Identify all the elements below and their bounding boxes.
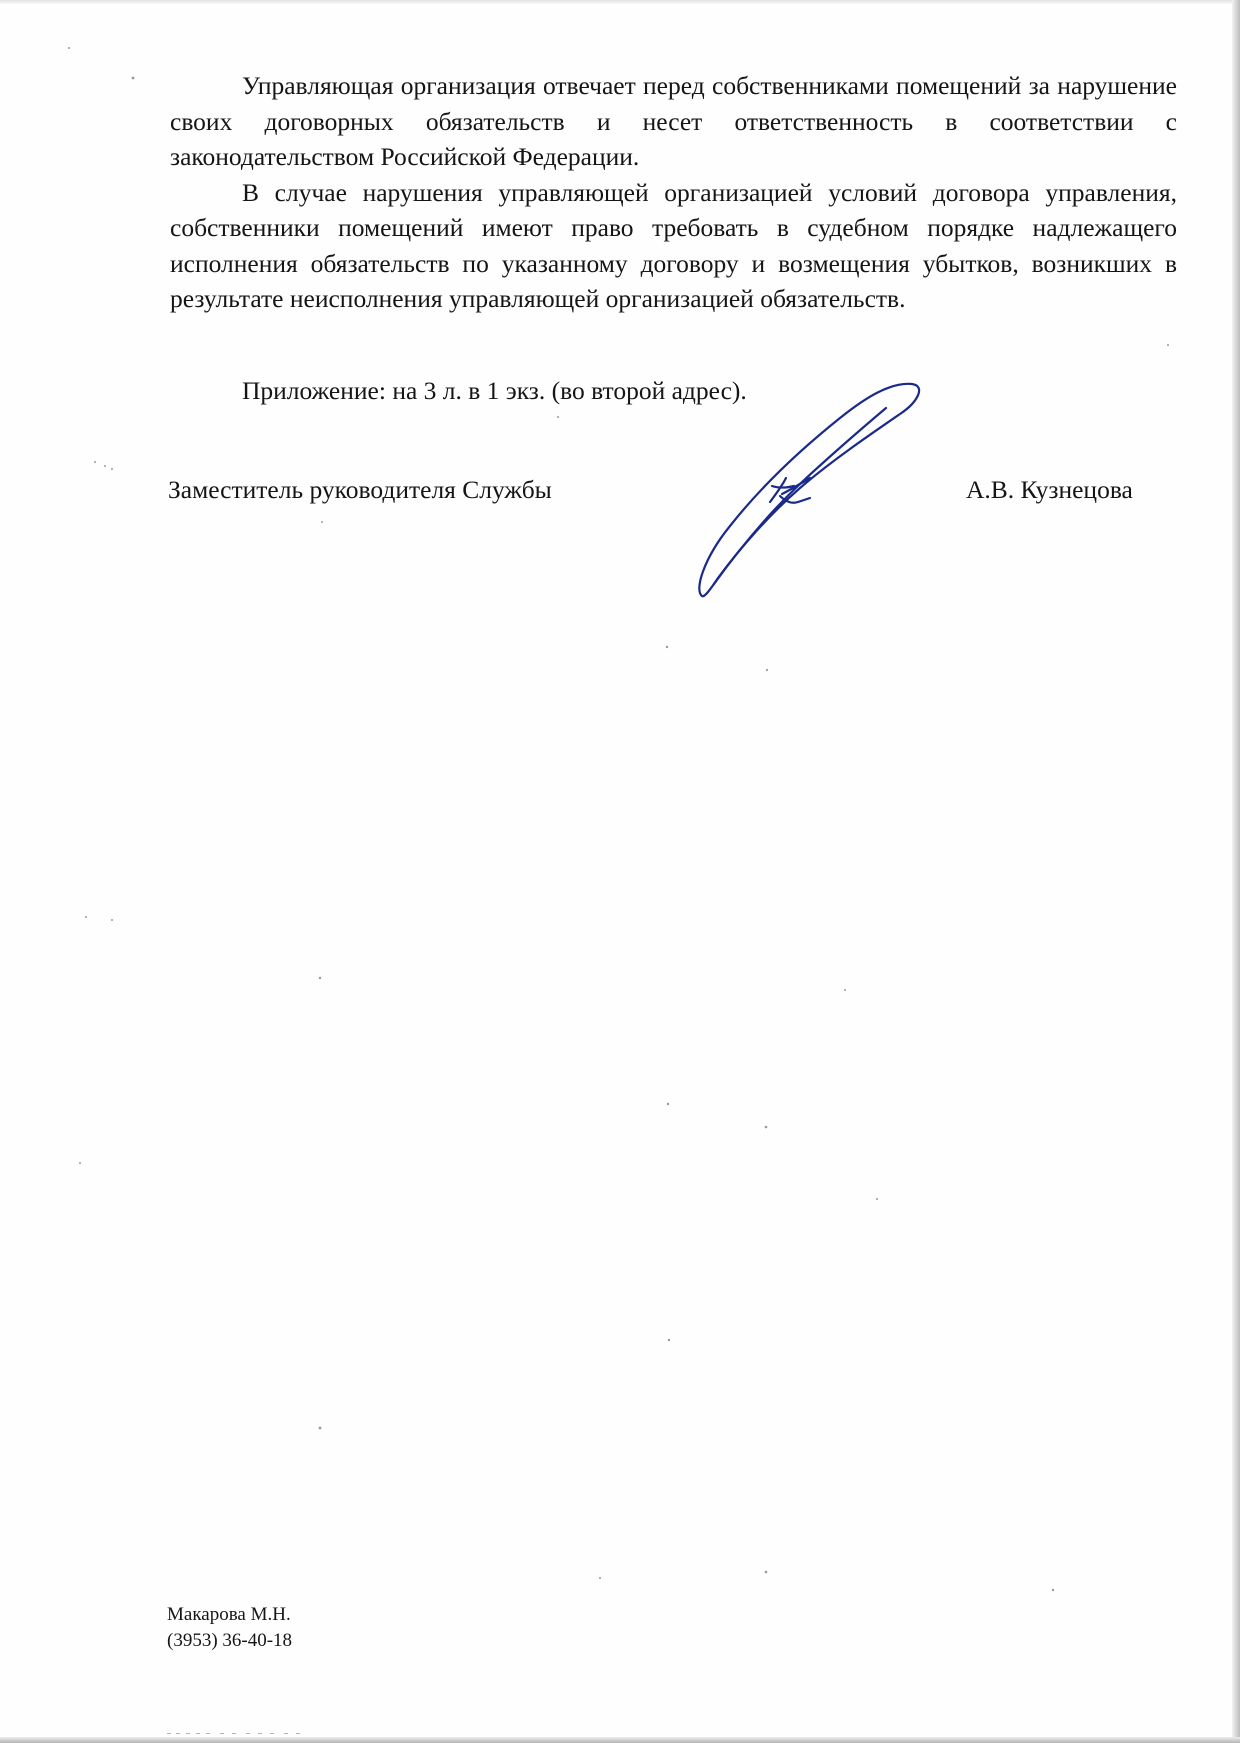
- signer-name: А.В. Кузнецова: [966, 475, 1133, 504]
- scan-edge-right: [1232, 0, 1240, 1743]
- executor-info: [167, 1602, 292, 1654]
- signer-position: Заместитель руководителя Службы: [168, 475, 552, 504]
- handwritten-signature: [690, 378, 930, 608]
- letter-body: [170, 68, 1177, 317]
- body-paragraph-1: Управляющая организация отвечает перед собственниками помещений за нарушение своих договорных обязательств и несет ответственность в соответствии с законодательством Российской Федерации.: [170, 71, 1177, 171]
- scan-edge-top: [0, 0, 1240, 4]
- executor-name: Макарова М.Н.: [167, 1604, 291, 1625]
- body-paragraph-2: В случае нарушения управляющей организацией условий договора управления, собственники помещений имеют право требовать в судебном порядке надлежащего исполнения обязательств по указанному договору и возмещения убытков, возникших в результате неисполнения управляющей организацией обязательств.: [170, 177, 1177, 313]
- scan-edge-bottom: [0, 1737, 1240, 1743]
- executor-phone: (3953) 36-40-18: [167, 1630, 293, 1651]
- appendix-note: Приложение: на 3 л. в 1 экз. (во второй адрес).: [242, 376, 747, 405]
